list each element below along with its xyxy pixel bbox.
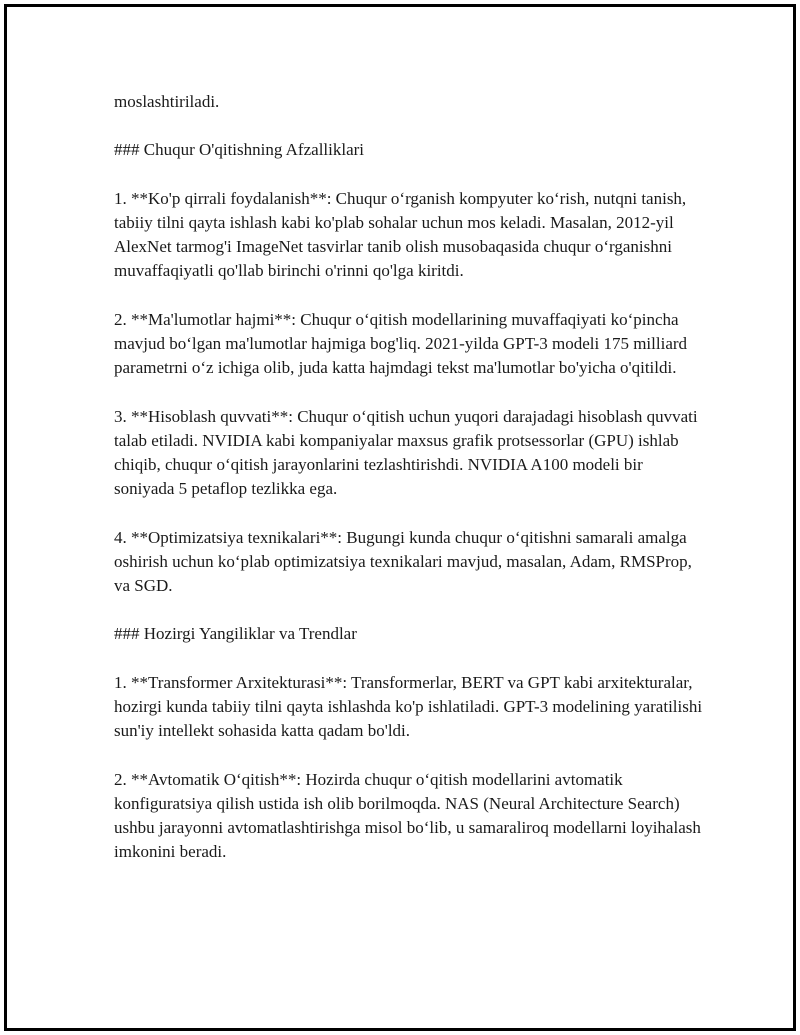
list-item-optimization: 4. **Optimizatsiya texnikalari**: Bugungi kunda chuqur o‘qitishni samarali amalga oshirish uchun ko‘plab optimizatsiya texnikalari mavjud, masalan, Adam, RMSProp, va SGD. [114,527,692,595]
document-body [114,90,704,864]
list-item-data-volume: 2. **Ma'lumotlar hajmi**: Chuqur o‘qitish modellarining muvaffaqiyati ko‘pincha mavjud bo‘lgan ma'lumotlar hajmiga bog'liq. 2021-yilda GPT-3 modeli 175 milliard parametrni o‘z ichiga olib, juda katta hajmdagi tekst ma'lumotlar bo'yicha o'qitildi. [114,309,688,378]
list-item-compute-power: 3. **Hisoblash quvvati**: Chuqur o‘qitish uchun yuqori darajadagi hisoblash quvvati talab etiladi. NVIDIA kabi kompaniyalar maxsus grafik protsessorlar (GPU) ishlab chiqib, chuqur o‘qitish jarayonlarini tezlashtirishdi. NVIDIA A100 modeli bir soniyada 5 petaflop tezlikka ega. [114,406,698,499]
section-heading-advantages: ### Chuqur O'qitishning Afzalliklari [114,140,365,160]
section-heading-trends: ### Hozirgi Yangiliklar va Trendlar [114,624,357,644]
list-item-versatility: 1. **Ko'p qirrali foydalanish**: Chuqur o‘rganish kompyuter ko‘rish, nutqni tanish, tabiiy tilni qayta ishlash kabi ko'plab sohalar uchun mos keladi. Masalan, 2012-yil AlexNet tarmog'i ImageNet tasvirlar tanib olish musobaqasida chuqur o‘rganishni muvaffaqiyatli qo'llab birinchi o'rinni qo'lga kiritdi. [114,188,687,281]
paragraph-continuation: moslashtiriladi. [114,92,220,111]
list-item-transformer: 1. **Transformer Arxitekturasi**: Transformerlar, BERT va GPT kabi arxitekturalar, hozirgi kunda tabiiy tilni qayta ishlashda ko'p ishlatiladi. GPT-3 modelining yaratilishi sun'iy intellekt sohasida katta qadam bo'ldi. [114,672,703,741]
list-item-automl: 2. **Avtomatik O‘qitish**: Hozirda chuqur o‘qitish modellarini avtomatik konfiguratsiya qilish ustida ish olib borilmoqda. NAS (Neural Architecture Search) ushbu jarayonni avtomatlashtirishga misol bo‘lib, u samaraliroq modellarni loyihalash imkonini beradi. [114,769,701,862]
